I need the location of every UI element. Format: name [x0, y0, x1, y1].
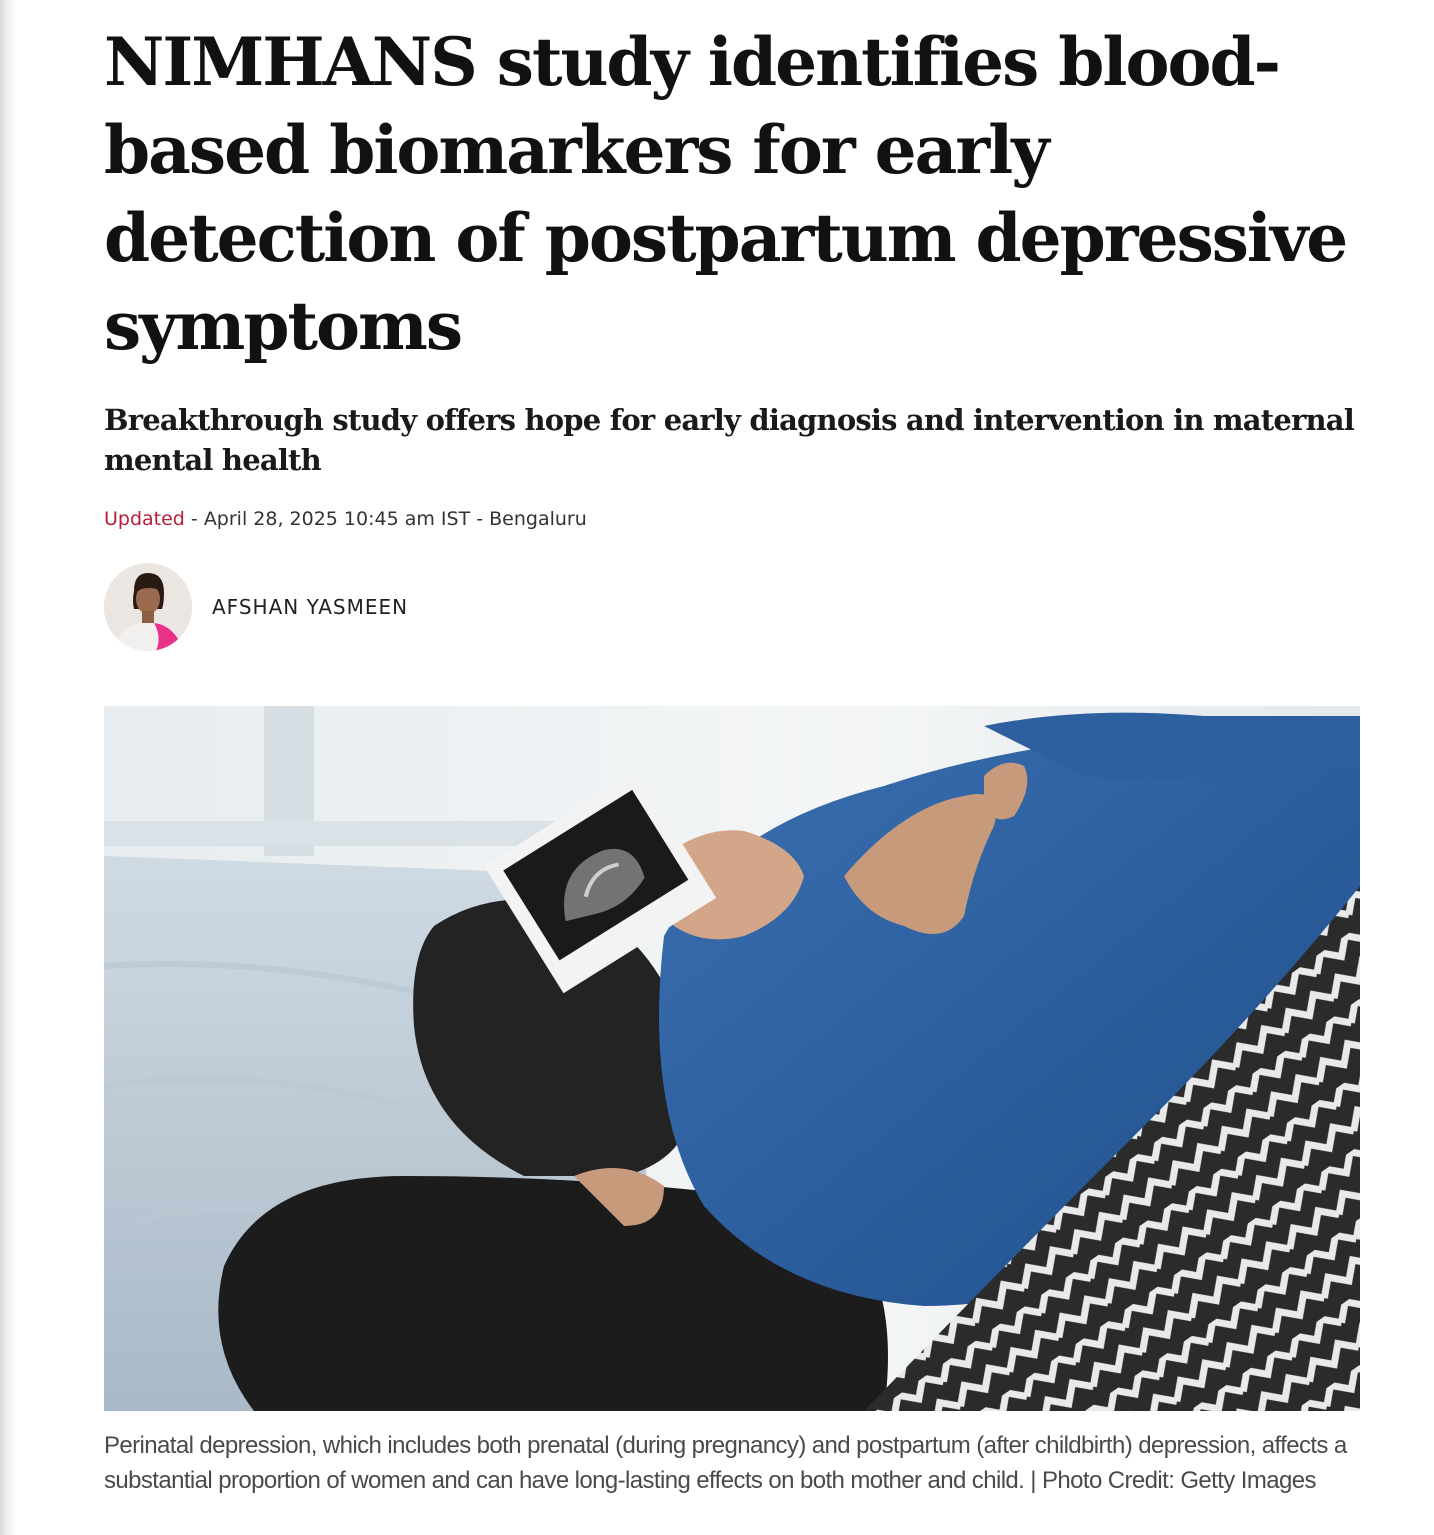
- updated-label: Updated: [104, 508, 185, 530]
- photo-caption: Perinatal depression, which includes both prenatal (during pregnancy) and postpartum (after childbirth) depression, affects a substantial proportion of women and can have long-lasting effects on both mother and child. | Photo Credit: Getty Images: [104, 1432, 1347, 1494]
- location: Bengaluru: [489, 508, 587, 530]
- article-meta: [104, 506, 1360, 532]
- headline: NIMHANS study identifies blood-based biomarkers for early detection of postpartum depressive symptoms: [104, 23, 1347, 365]
- author-avatar[interactable]: [104, 563, 192, 651]
- publish-date: April 28, 2025 10:45 am IST: [203, 508, 471, 530]
- meta-separator: -: [470, 508, 490, 530]
- window-left-edge: [0, 0, 16, 1535]
- article-photo: [104, 706, 1360, 1411]
- byline: [104, 562, 1360, 652]
- meta-separator: -: [184, 508, 204, 530]
- author-name[interactable]: AFSHAN YASMEEN: [212, 595, 409, 619]
- article-header: [104, 18, 1360, 652]
- subheadline: Breakthrough study offers hope for early diagnosis and intervention in maternal mental health: [104, 403, 1355, 477]
